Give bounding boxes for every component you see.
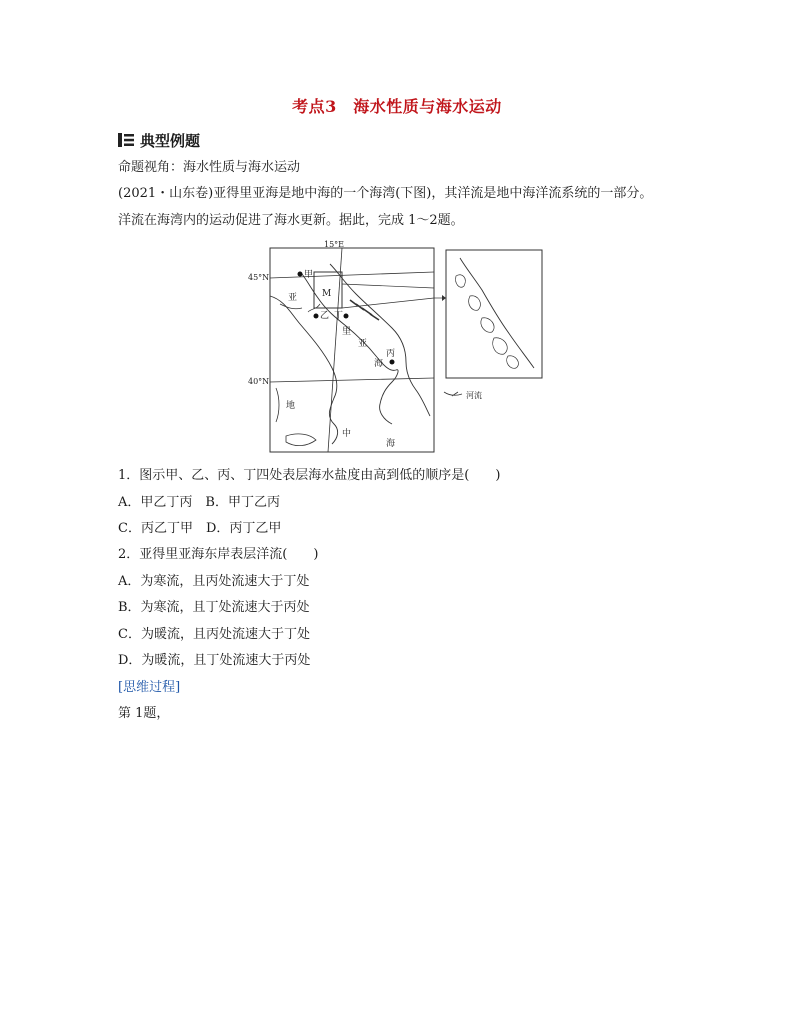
main-map-frame	[270, 248, 434, 452]
perspective-line: 命题视角：海水性质与海水运动	[118, 160, 301, 175]
detail-island-2	[469, 296, 481, 311]
connector-top	[342, 284, 434, 288]
label-yi: 乙	[320, 311, 330, 321]
label-bing: 丙	[386, 349, 396, 359]
intro-line-1: (2021・山东卷)亚得里亚海是地中海的一个海湾(下图)，其洋流是地中海洋流系统的一部分。	[118, 186, 653, 201]
sea-char-1: 亚	[288, 293, 298, 303]
lon-15-label: 15°E	[324, 240, 345, 249]
legend-river-icon	[444, 392, 462, 396]
sea-char-3: 里	[342, 327, 352, 337]
question-2-option-c: C．为暖流，且丙处流速大于丁处	[118, 627, 310, 642]
question-2-option-d: D．为暖流，且丁处流速大于丙处	[118, 653, 311, 668]
list-icon	[118, 133, 134, 147]
detail-island-4	[493, 338, 508, 354]
label-m: M	[322, 289, 332, 299]
label-ding: 丁	[334, 311, 344, 321]
question-1-option-row-1: A．甲乙丁丙 B．甲丁乙丙	[118, 495, 280, 510]
thinking-process-label: [思维过程]	[118, 680, 181, 695]
intro-line-2: 洋流在海湾内的运动促进了海水更新。据此，完成 1～2题。	[118, 213, 464, 228]
lat-40-label: 40°N	[248, 377, 270, 386]
section-label: 典型例题	[140, 131, 201, 150]
detail-island-5	[507, 356, 519, 369]
lat-45-line	[270, 272, 434, 278]
question-2-option-b: B．为寒流，且丁处流速大于丙处	[118, 600, 310, 615]
detail-island-3	[481, 318, 494, 333]
label-jia: 甲	[304, 270, 314, 280]
lat-45-label: 45°N	[248, 273, 270, 282]
detail-coast	[460, 258, 534, 368]
page-title: 考点3 海水性质与海水运动	[292, 97, 502, 116]
river-po	[280, 304, 302, 309]
legend-river-label: 河流	[466, 391, 482, 400]
sea-char-5: 海	[374, 359, 384, 369]
med-char-3: 海	[386, 439, 396, 449]
answer-start: 第 1题，	[118, 706, 170, 721]
coast-balkan	[330, 264, 430, 416]
question-2-stem: 2．亚得里亚海东岸表层洋流( )	[118, 547, 319, 562]
connector-bottom	[342, 298, 434, 308]
section-heading	[118, 130, 200, 150]
adriatic-map	[246, 238, 546, 458]
question-1-stem: 1．图示甲、乙、丙、丁四处表层海水盐度由高到低的顺序是( )	[118, 468, 501, 483]
detail-island-1	[456, 275, 466, 288]
arrow-head	[442, 295, 446, 301]
question-1-option-row-2: C．丙乙丁甲 D．丙丁乙甲	[118, 521, 282, 536]
sardinia-outline	[276, 388, 279, 422]
med-char-2: 中	[342, 429, 352, 439]
question-2-option-a: A．为寒流，且丙处流速大于丁处	[118, 574, 310, 589]
med-char-1: 地	[286, 401, 296, 411]
point-bing	[390, 360, 395, 365]
point-jia	[298, 272, 303, 277]
sicily-outline	[286, 434, 316, 446]
point-ding	[344, 314, 349, 319]
lon-15-line	[328, 248, 342, 452]
east-coast-islands	[350, 300, 379, 320]
coast-east-italy	[302, 274, 398, 424]
sea-char-4: 亚	[358, 339, 368, 349]
point-yi	[314, 314, 319, 319]
